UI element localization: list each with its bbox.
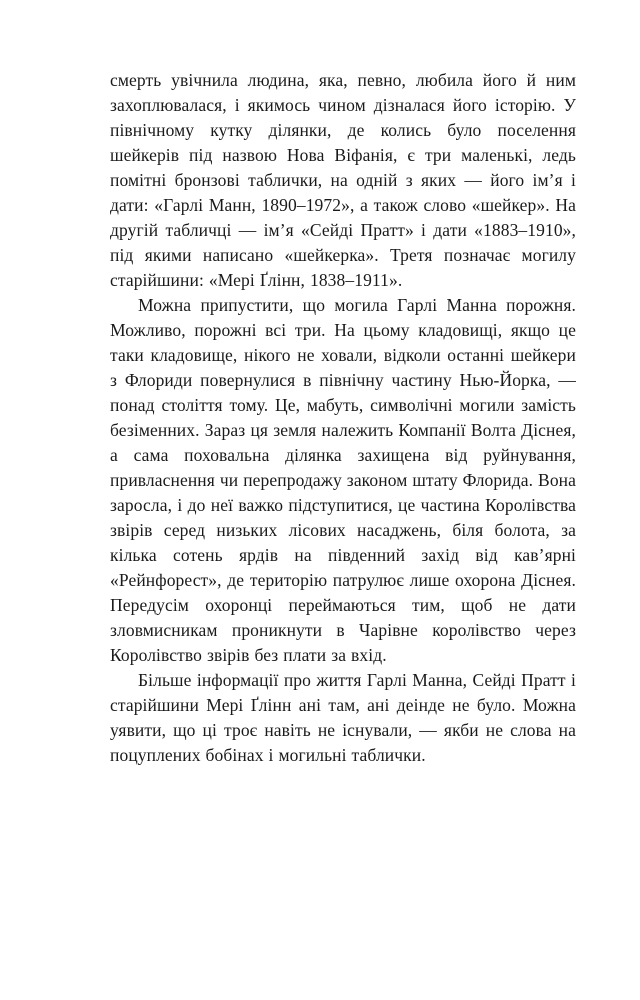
- paragraph-continuation: смерть увічнила людина, яка, певно, любила його й ним захоплювалася, і якимось чином дізналася його історію. У північному кутку ділянки, де колись було поселення шейкерів під назвою Нова Віфанія, є три маленькі, ледь помітні бронзові таблички, на одній з яких — його ім’я і дати: «Гарлі Манн, 1890–1972», а також слово «шейкер». На другій табличці — ім’я «Сейді Пратт» і дати «1883–1910», під якими написано «шейкерка». Третя позначає могилу старійшини: «Мері Ґлінн, 1838–1911».: [110, 70, 576, 290]
- body-text: [110, 68, 576, 768]
- paragraph: Можна припустити, що могила Гарлі Манна порожня. Можливо, порожні всі три. На цьому кладовищі, якщо це таки кладовище, нікого не ховали, відколи останні шейкери з Флориди повернулися в північну частину Нью-Йорка, — понад століття тому. Це, мабуть, символічні могили замість безіменних. Зараз ця земля належить Компанії Волта Діснея, а сама поховальна ділянка захищена від руйнування, привласнення чи перепродажу законом штату Флорида. Вона заросла, і до неї важко підступитися, це частина Королівства звірів серед низьких лісових насаджень, біля болота, за кілька сотень ярдів на південний захід від кав’ярні «Рейнфорест», де територію патрулює лише охорона Діснея. Передусім охоронці переймаються тим, щоб не дати зловмисникам проникнути в Чарівне королівство через Королівство звірів без плати за вхід.: [110, 295, 577, 665]
- paragraph: Більше інформації про життя Гарлі Манна, Сейді Пратт і старійшини Мері Ґлінн ані там, ані деінде не було. Можна уявити, що ці троє навіть не існували, — якби не слова на поцуплених бобінах і могильні таблички.: [110, 670, 576, 765]
